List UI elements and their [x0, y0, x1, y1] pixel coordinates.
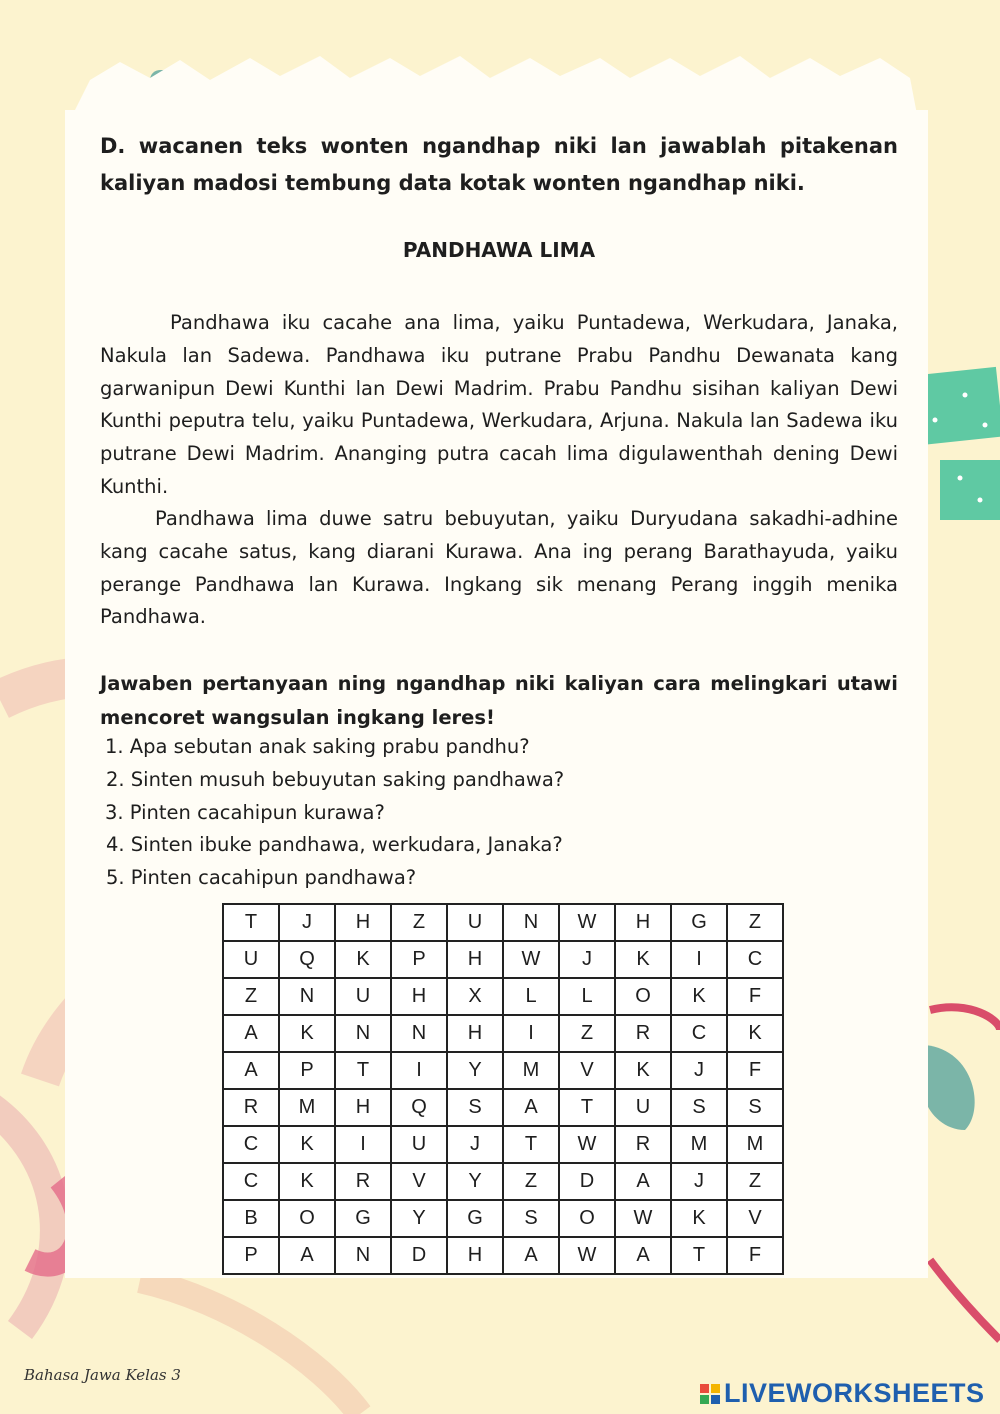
grid-cell[interactable]: A — [615, 1237, 671, 1274]
grid-cell[interactable]: Z — [727, 1163, 783, 1200]
grid-row — [223, 904, 783, 941]
grid-cell[interactable]: G — [447, 1200, 503, 1237]
grid-cell[interactable]: R — [615, 1015, 671, 1052]
grid-cell[interactable]: J — [279, 904, 335, 941]
grid-cell[interactable]: C — [671, 1015, 727, 1052]
grid-cell[interactable]: N — [335, 1015, 391, 1052]
grid-cell[interactable]: V — [391, 1163, 447, 1200]
grid-cell[interactable]: A — [503, 1089, 559, 1126]
grid-cell[interactable]: Z — [223, 978, 279, 1015]
grid-cell[interactable]: Z — [727, 904, 783, 941]
grid-cell[interactable]: W — [615, 1200, 671, 1237]
grid-cell[interactable]: N — [503, 904, 559, 941]
question-list — [105, 731, 564, 895]
grid-cell[interactable]: F — [727, 1052, 783, 1089]
grid-cell[interactable]: K — [279, 1015, 335, 1052]
question-instruction: Jawaben pertanyaan ning ngandhap niki kaliyan cara melingkari utawi mencoret wangsulan ingkang leres! — [100, 672, 898, 729]
grid-cell[interactable]: U — [615, 1089, 671, 1126]
grid-cell[interactable]: X — [447, 978, 503, 1015]
grid-cell[interactable]: U — [447, 904, 503, 941]
grid-cell[interactable]: R — [223, 1089, 279, 1126]
grid-cell[interactable]: M — [671, 1126, 727, 1163]
grid-cell[interactable]: Y — [447, 1163, 503, 1200]
grid-cell[interactable]: T — [335, 1052, 391, 1089]
grid-cell[interactable]: L — [559, 978, 615, 1015]
grid-cell[interactable]: S — [503, 1200, 559, 1237]
grid-cell[interactable]: V — [559, 1052, 615, 1089]
grid-row — [223, 1089, 783, 1126]
grid-cell[interactable]: A — [223, 1052, 279, 1089]
grid-cell[interactable]: W — [503, 941, 559, 978]
grid-row — [223, 1200, 783, 1237]
grid-cell[interactable]: I — [391, 1052, 447, 1089]
grid-cell[interactable]: A — [503, 1237, 559, 1274]
grid-cell[interactable]: H — [615, 904, 671, 941]
grid-cell[interactable]: F — [727, 978, 783, 1015]
grid-cell[interactable]: G — [335, 1200, 391, 1237]
grid-cell[interactable]: G — [671, 904, 727, 941]
grid-cell[interactable]: D — [559, 1163, 615, 1200]
grid-cell[interactable]: C — [727, 941, 783, 978]
grid-cell[interactable]: T — [223, 904, 279, 941]
grid-cell[interactable]: A — [223, 1015, 279, 1052]
grid-cell[interactable]: J — [559, 941, 615, 978]
grid-row — [223, 1052, 783, 1089]
grid-cell[interactable]: O — [559, 1200, 615, 1237]
grid-cell[interactable]: H — [335, 1089, 391, 1126]
grid-cell[interactable]: W — [559, 1126, 615, 1163]
grid-cell[interactable]: K — [335, 941, 391, 978]
grid-cell[interactable]: R — [615, 1126, 671, 1163]
brand-name: LIVEWORKSHEETS — [724, 1378, 985, 1408]
grid-cell[interactable]: L — [503, 978, 559, 1015]
grid-cell[interactable]: Z — [503, 1163, 559, 1200]
question-item: 3. Pinten cacahipun kurawa? — [105, 800, 385, 824]
grid-cell[interactable]: S — [727, 1089, 783, 1126]
grid-cell[interactable]: W — [559, 904, 615, 941]
grid-cell[interactable]: I — [503, 1015, 559, 1052]
grid-cell[interactable]: Z — [391, 904, 447, 941]
question-item: 4. Sinten ibuke pandhawa, werkudara, Janaka? — [106, 833, 563, 857]
grid-cell[interactable]: B — [223, 1200, 279, 1237]
grid-cell[interactable]: O — [279, 1200, 335, 1237]
question-item: 1. Apa sebutan anak saking prabu pandhu? — [105, 735, 530, 758]
grid-cell[interactable]: K — [727, 1015, 783, 1052]
story-title: PANDHAWA LIMA — [402, 238, 596, 262]
grid-cell[interactable]: N — [335, 1237, 391, 1274]
grid-cell[interactable]: T — [671, 1237, 727, 1274]
question-item: 5. Pinten cacahipun pandhawa? — [106, 866, 417, 890]
grid-cell[interactable]: Y — [447, 1052, 503, 1089]
grid-row — [223, 1126, 783, 1163]
grid-cell[interactable]: R — [335, 1163, 391, 1200]
grid-cell[interactable]: H — [447, 1237, 503, 1274]
grid-cell[interactable]: N — [391, 1015, 447, 1052]
grid-cell[interactable]: H — [447, 941, 503, 978]
grid-cell[interactable]: K — [671, 978, 727, 1015]
grid-cell[interactable]: M — [279, 1089, 335, 1126]
grid-cell[interactable]: J — [671, 1052, 727, 1089]
grid-cell[interactable]: J — [447, 1126, 503, 1163]
grid-cell[interactable]: T — [503, 1126, 559, 1163]
grid-row — [223, 1163, 783, 1200]
grid-cell[interactable]: A — [279, 1237, 335, 1274]
grid-cell[interactable]: O — [615, 978, 671, 1015]
grid-cell[interactable]: Q — [279, 941, 335, 978]
story-paragraph-2: Pandhawa lima duwe satru bebuyutan, yaiku Duryudana sakadhi-adhine kang cacahe satus, kang diarani Kurawa. Ana ing perang Barathayuda, yaiku perange Pandhawa lan Kurawa. Ingkang sik menang Perang inggih menika Pandhawa. — [100, 507, 898, 629]
grid-cell[interactable]: U — [391, 1126, 447, 1163]
grid-cell[interactable]: W — [559, 1237, 615, 1274]
grid-row — [223, 978, 783, 1015]
grid-cell[interactable]: N — [279, 978, 335, 1015]
grid-row — [223, 1237, 783, 1274]
grid-cell[interactable]: V — [727, 1200, 783, 1237]
grid-cell[interactable]: H — [335, 904, 391, 941]
grid-cell[interactable]: I — [671, 941, 727, 978]
grid-cell[interactable]: K — [615, 1052, 671, 1089]
grid-cell[interactable]: T — [559, 1089, 615, 1126]
grid-cell[interactable]: P — [279, 1052, 335, 1089]
brand-icon — [700, 1384, 720, 1404]
grid-cell[interactable]: H — [447, 1015, 503, 1052]
grid-cell[interactable]: M — [503, 1052, 559, 1089]
grid-cell[interactable]: F — [727, 1237, 783, 1274]
grid-cell[interactable]: P — [391, 941, 447, 978]
grid-cell[interactable]: U — [223, 941, 279, 978]
grid-cell[interactable]: K — [279, 1126, 335, 1163]
grid-cell[interactable]: C — [223, 1126, 279, 1163]
grid-cell[interactable]: U — [335, 978, 391, 1015]
grid-cell[interactable]: Z — [559, 1015, 615, 1052]
story-paragraph-1: Pandhawa iku cacahe ana lima, yaiku Puntadewa, Werkudara, Janaka, Nakula lan Sadewa. Pandhawa iku putrane Prabu Pandhu Dewanata kang garwanipun Dewi Kunthi lan Dewi Madrim. Prabu Pandhu sisihan kaliyan Dewi Kunthi peputra telu, yaiku Puntadewa, Werkudara, Arjuna. Nakula lan Sadewa iku putrane Dewi Madrim. Ananging putra cacah lima digulawenthah dening Dewi Kunthi. — [100, 311, 898, 498]
subject-label: Bahasa Jawa Kelas 3 — [24, 1366, 181, 1384]
grid-row — [223, 941, 783, 978]
grid-cell[interactable]: J — [671, 1163, 727, 1200]
liveworksheets-logo — [700, 1378, 985, 1409]
grid-cell[interactable]: K — [279, 1163, 335, 1200]
grid-row — [223, 1015, 783, 1052]
grid-cell[interactable]: I — [335, 1126, 391, 1163]
grid-cell[interactable]: Y — [391, 1200, 447, 1237]
grid-cell[interactable]: K — [615, 941, 671, 978]
grid-cell[interactable]: K — [671, 1200, 727, 1237]
grid-cell[interactable]: H — [391, 978, 447, 1015]
grid-cell[interactable]: A — [615, 1163, 671, 1200]
grid-cell[interactable]: Q — [391, 1089, 447, 1126]
grid-cell[interactable]: P — [223, 1237, 279, 1274]
question-item: 2. Sinten musuh bebuyutan saking pandhawa? — [106, 767, 565, 791]
grid-cell[interactable]: C — [223, 1163, 279, 1200]
grid-cell[interactable]: D — [391, 1237, 447, 1274]
instruction-heading: D. wacanen teks wonten ngandhap niki lan jawablah pitakenan kaliyan madosi tembung data kotak wonten ngandhap niki. — [100, 134, 898, 195]
grid-cell[interactable]: M — [727, 1126, 783, 1163]
grid-cell[interactable]: S — [447, 1089, 503, 1126]
word-search-grid[interactable] — [222, 903, 784, 1275]
grid-cell[interactable]: S — [671, 1089, 727, 1126]
